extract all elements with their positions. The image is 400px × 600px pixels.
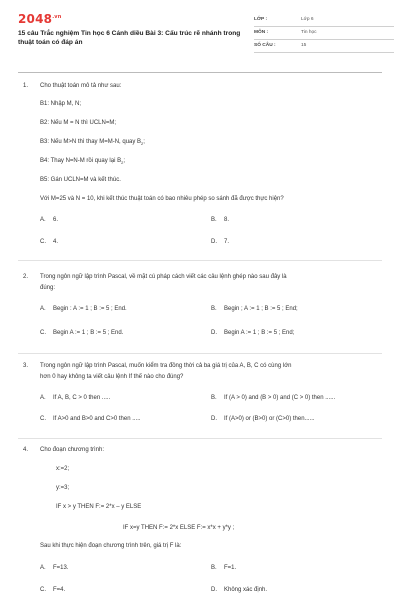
option-letter: D.: [211, 330, 217, 336]
meta-row-count: [254, 40, 394, 53]
answer-option-b[interactable]: [211, 394, 335, 402]
question-ask: Sau khi thực hiện đoạn chương trình trên, giá trị F là:: [40, 543, 182, 549]
meta-key: MÔN :: [254, 30, 269, 35]
option-text: F=1.: [224, 565, 237, 571]
option-letter: D.: [211, 416, 217, 422]
option-text: Begin A := 1 ; B := 5 ; End;: [224, 330, 295, 336]
question-stem: Cho đoạn chương trình:: [40, 447, 104, 453]
header-divider: [18, 72, 382, 73]
question-stem: Trong ngôn ngữ lập trình Pascal, muốn kiểm tra đồng thời cả ba giá trị của A, B, C có cùng lớn: [40, 363, 292, 369]
option-text: If A, B, C > 0 then .....: [53, 395, 111, 401]
code-line: y:=3;: [56, 485, 70, 491]
page-header: [18, 12, 386, 60]
algorithm-step: B2: Nếu M = N thì UCLN=M;: [40, 120, 117, 126]
option-letter: B.: [211, 395, 217, 401]
logo-suffix: .vn: [52, 14, 62, 20]
answer-option-a[interactable]: [40, 305, 127, 313]
step-text-end: ;: [143, 139, 145, 145]
option-letter: A.: [40, 565, 46, 571]
answer-option-c[interactable]: [40, 415, 141, 423]
question-number: 3.: [23, 363, 29, 369]
option-text: Begin : A := 1 ; B := 5 ; End.: [53, 306, 127, 312]
option-text: If (A>0) or (B>0) or (C>0) then......: [224, 416, 315, 422]
step-subscript: 2: [141, 141, 144, 147]
question-divider: [18, 353, 382, 354]
option-text: F=4.: [53, 587, 66, 593]
question-stem: Trong ngôn ngữ lập trình Pascal, về mặt cú pháp cách viết các câu lệnh ghép nào sau đây là: [40, 274, 287, 280]
option-letter: A.: [40, 306, 46, 312]
option-letter: A.: [40, 395, 46, 401]
meta-row-subject: [254, 27, 394, 40]
meta-value: Tin học: [301, 30, 317, 35]
option-text: Không xác định.: [224, 587, 268, 593]
meta-table: [254, 14, 394, 53]
option-letter: C.: [40, 330, 46, 336]
answer-option-d[interactable]: [211, 415, 315, 423]
code-line: x:=2;: [56, 466, 70, 472]
code-line: IF x=y THEN F:= 2*x ELSE F:= x*x + y*y ;: [123, 525, 235, 531]
step-text: B3: Nếu M>N thì thay M=M-N, quay B: [40, 139, 142, 145]
option-text: 7.: [224, 239, 230, 245]
option-letter: A.: [40, 217, 46, 223]
answer-option-b[interactable]: [211, 216, 229, 224]
answer-option-d[interactable]: [211, 238, 229, 246]
answer-option-c[interactable]: [40, 329, 123, 337]
algorithm-step: [40, 138, 145, 148]
meta-key: SỐ CÂU :: [254, 43, 276, 48]
option-text: 6.: [53, 217, 59, 223]
logo-text: 2048: [18, 12, 53, 26]
question-stem: Cho thuật toán mô tả như sau:: [40, 83, 122, 89]
option-text: 8.: [224, 217, 230, 223]
question-stem-cont: hơn 0 hay không ta viết câu lệnh If thế nào cho đúng?: [40, 374, 184, 380]
answer-option-b[interactable]: [211, 564, 236, 572]
option-text: If A>0 and B>0 and C>0 then .....: [53, 416, 141, 422]
option-letter: D.: [211, 239, 217, 245]
option-letter: D.: [211, 587, 217, 593]
step-text: B4: Thay N=N-M rồi quay lại B: [40, 158, 122, 164]
document-title: 15 câu Trắc nghiệm Tin học 6 Cánh diều Bài 3: Cấu trúc rẽ nhánh trong thuật toán có đáp án: [18, 30, 241, 46]
answer-option-a[interactable]: [40, 216, 58, 224]
question-number: 2.: [23, 274, 29, 280]
answer-option-a[interactable]: [40, 564, 69, 572]
option-text: Begin ; A := 1 ; B := 5 ; End;: [224, 306, 298, 312]
step-text-end: ;: [123, 158, 125, 164]
option-letter: B.: [211, 306, 217, 312]
answer-option-c[interactable]: [40, 586, 65, 594]
question-number: 1.: [23, 83, 29, 89]
question-number: 4.: [23, 447, 29, 453]
meta-row-class: [254, 14, 394, 27]
algorithm-step: [40, 157, 125, 167]
question-divider: [18, 260, 382, 261]
option-letter: C.: [40, 239, 46, 245]
meta-value: 15: [301, 43, 307, 48]
option-letter: C.: [40, 416, 46, 422]
answer-option-c[interactable]: [40, 238, 58, 246]
meta-key: LỚP :: [254, 17, 268, 22]
option-letter: B.: [211, 217, 217, 223]
question-divider: [18, 438, 382, 439]
code-line: IF x > y THEN F:= 2*x – y ELSE: [56, 504, 142, 510]
option-text: 4.: [53, 239, 59, 245]
option-text: F=13.: [53, 565, 69, 571]
algorithm-step: B1: Nhập M, N;: [40, 101, 82, 107]
step-subscript: 2: [121, 160, 124, 166]
option-text: If (A > 0) and (B > 0) and (C > 0) then ......: [224, 395, 336, 401]
question-stem-cont: đúng:: [40, 285, 56, 291]
meta-value: Lớp 6: [301, 17, 314, 22]
option-letter: B.: [211, 565, 217, 571]
algorithm-step: B5: Gán UCLN=M và kết thúc.: [40, 177, 121, 183]
answer-option-a[interactable]: [40, 394, 110, 402]
answer-option-d[interactable]: [211, 329, 294, 337]
answer-option-b[interactable]: [211, 305, 298, 313]
option-text: Begin A := 1 ; B := 5 ; End.: [53, 330, 124, 336]
option-letter: C.: [40, 587, 46, 593]
answer-option-d[interactable]: [211, 586, 267, 594]
site-logo[interactable]: [18, 12, 62, 26]
question-ask: Với M=25 và N = 10, khi kết thúc thuật toán có bao nhiêu phép so sánh đã được thực hiện?: [40, 196, 284, 202]
